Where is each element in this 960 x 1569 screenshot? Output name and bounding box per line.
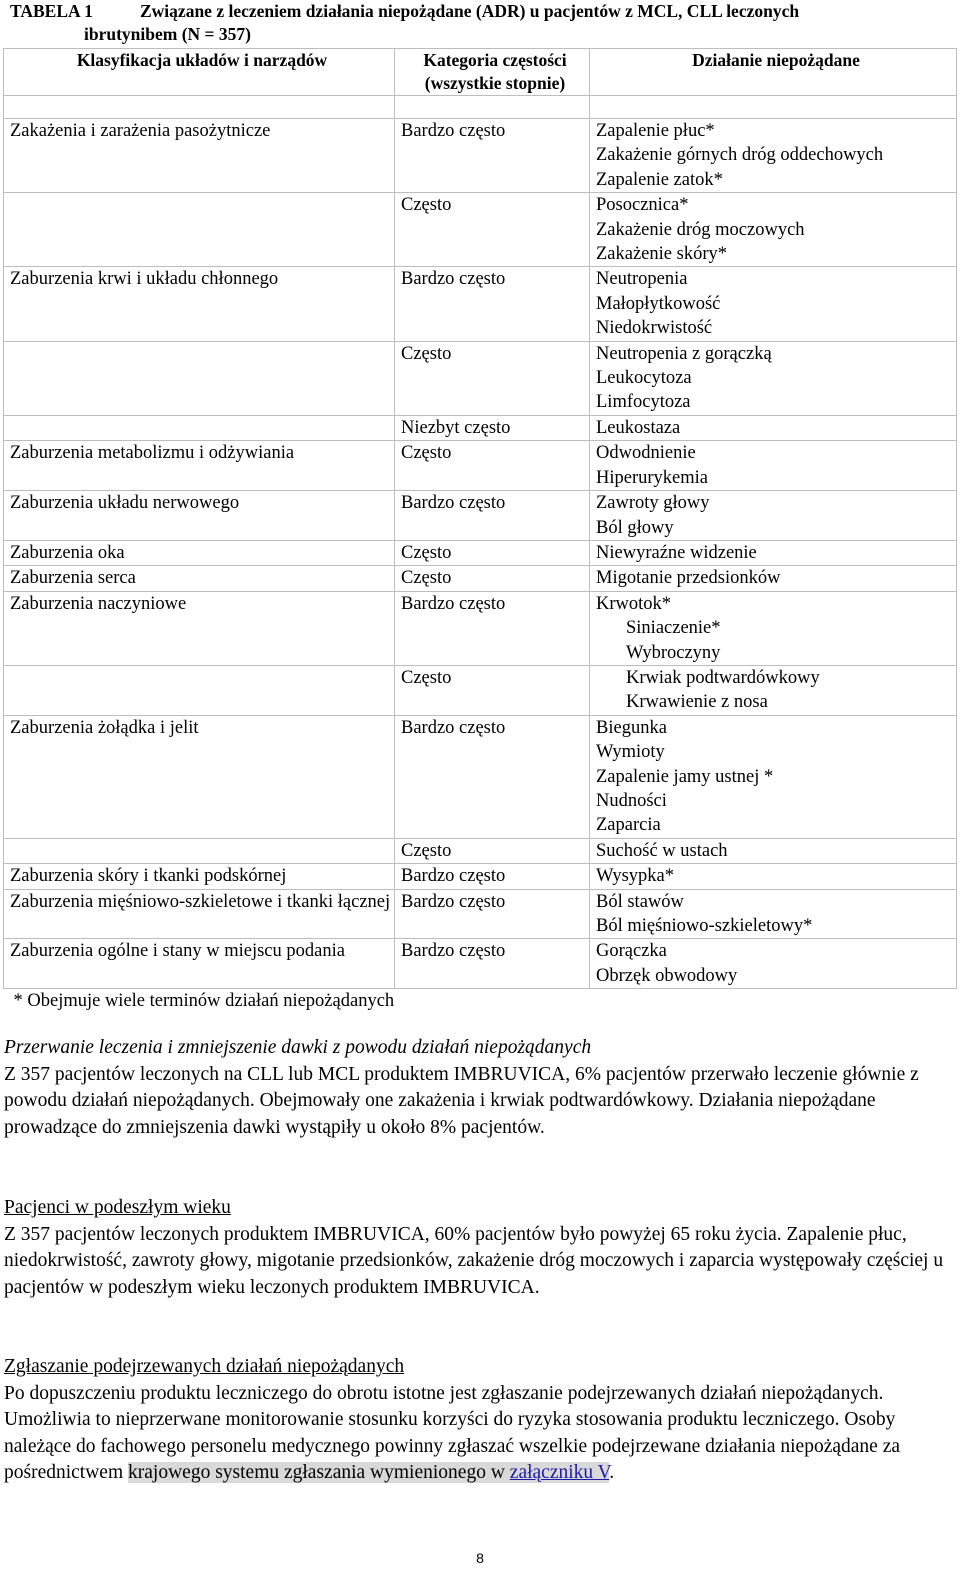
- page-number: 8: [476, 1550, 484, 1566]
- adr-cell: [590, 415, 957, 440]
- adr-item: Obrzęk obwodowy: [596, 965, 738, 986]
- soc-cell: Zaburzenia mięśniowo-szkieletowe i tkanki łącznej: [4, 889, 395, 939]
- section-body: Z 357 pacjentów leczonych produktem IMBRUVICA, 60% pacjentów było powyżej 65 roku życia. Zapalenie płuc, niedokrwistość, zawroty głowy, migotanie przedsionków, zakażenie dróg moczowych i zaparcia występowały częściej u pacjentów w podeszłym wieku leczonych produktem IMBRUVICA.: [4, 1223, 944, 1298]
- adr-item: Biegunka: [596, 717, 667, 738]
- adr-item: Krwiak podtwardówkowy: [626, 667, 820, 688]
- frequency-cell: Często: [395, 566, 590, 591]
- table-caption: [10, 0, 950, 46]
- header-frequency-line1: Kategoria częstości: [423, 50, 567, 70]
- soc-cell: [4, 341, 395, 415]
- reporting-body-text: Po dopuszczeniu produktu leczniczego do obrotu istotne jest zgłaszanie podejrzewanych działań niepożądanych. Umożliwia to nieprzerwane monitorowanie stosunku korzyści do ryzyka stosowania produktu leczniczego. Osoby należące do fachowego personelu medycznego powinny zgłaszać wszelkie podejrzewane działania niepożądane za pośrednictwem: [4, 1382, 901, 1483]
- adr-item: Niedokrwistość: [596, 318, 713, 339]
- section-heading: Zgłaszanie podejrzewanych działań niepożądanych: [4, 1356, 405, 1377]
- adr-item: Zakażenie górnych dróg oddechowych: [596, 145, 884, 166]
- frequency-cell: Bardzo często: [395, 889, 590, 939]
- table-row: [4, 267, 957, 341]
- reporting-end: .: [609, 1462, 615, 1483]
- soc-cell: Zaburzenia żołądka i jelit: [4, 715, 395, 838]
- frequency-cell: Bardzo często: [395, 864, 590, 889]
- frequency-cell: Bardzo często: [395, 491, 590, 541]
- frequency-cell: Często: [395, 193, 590, 267]
- table-row: [4, 193, 957, 267]
- soc-cell: [4, 665, 395, 715]
- adr-item: Leukostaza: [596, 417, 681, 438]
- frequency-cell: Bardzo często: [395, 591, 590, 665]
- adr-item: Neutropenia z gorączką: [596, 343, 772, 364]
- adr-cell: [590, 591, 957, 665]
- table-row: [4, 441, 957, 491]
- soc-cell: Zaburzenia układu nerwowego: [4, 491, 395, 541]
- adr-cell: [590, 491, 957, 541]
- soc-cell: Zaburzenia naczyniowe: [4, 591, 395, 665]
- frequency-cell: Często: [395, 665, 590, 715]
- section-discontinuation: [4, 1035, 949, 1141]
- frequency-cell: Bardzo często: [395, 119, 590, 193]
- table-row: [4, 864, 957, 889]
- table-row: [4, 591, 957, 665]
- frequency-cell: Często: [395, 540, 590, 565]
- adr-cell: [590, 119, 957, 193]
- adr-item: Zakażenie dróg moczowych: [596, 219, 805, 240]
- adr-item: Ból głowy: [596, 517, 674, 538]
- table-row: [4, 566, 957, 591]
- soc-cell: Zakażenia i zarażenia pasożytnicze: [4, 119, 395, 193]
- highlight-text: krajowego systemu zgłaszania wymienionego w: [128, 1462, 510, 1483]
- adr-item: Zapalenie zatok*: [596, 169, 723, 190]
- header-soc: Klasyfikacja układów i narządów: [4, 49, 395, 96]
- footnote-row: [4, 989, 957, 1014]
- table-row: [4, 415, 957, 440]
- table-row: [4, 491, 957, 541]
- table-row: [4, 889, 957, 939]
- frequency-cell: Bardzo często: [395, 715, 590, 838]
- section-reporting: [4, 1354, 949, 1487]
- adr-item: Limfocytoza: [596, 392, 691, 413]
- table-row: [4, 939, 957, 989]
- adr-item: Zawroty głowy: [596, 493, 710, 514]
- adr-item: Zapalenie jamy ustnej *: [596, 766, 774, 787]
- adr-table-body: [4, 119, 957, 989]
- header-frequency: [395, 49, 590, 96]
- adr-cell: [590, 665, 957, 715]
- adr-cell: [590, 540, 957, 565]
- adr-cell: [590, 341, 957, 415]
- table-row: [4, 715, 957, 838]
- table-spacer-row: [4, 96, 957, 119]
- adr-item: Zakażenie skóry*: [596, 244, 727, 265]
- highlighted-text: [128, 1462, 609, 1483]
- adr-item: Migotanie przedsionków: [596, 568, 781, 589]
- table-title-line2: ibrutynibem (N = 357): [84, 24, 251, 44]
- adr-item: Leukocytoza: [596, 368, 692, 389]
- adr-cell: [590, 566, 957, 591]
- adr-item: Nudności: [596, 790, 667, 811]
- soc-cell: [4, 193, 395, 267]
- table-row: [4, 119, 957, 193]
- adr-item: Zaparcia: [596, 815, 661, 836]
- adr-item: Niewyraźne widzenie: [596, 542, 757, 563]
- adr-item: Hiperurykemia: [596, 467, 708, 488]
- soc-cell: [4, 838, 395, 863]
- section-heading: Przerwanie leczenia i zmniejszenie dawki z powodu działań niepożądanych: [4, 1037, 592, 1058]
- table-row: [4, 838, 957, 863]
- header-adr: Działanie niepożądane: [590, 49, 957, 96]
- adr-item: Krwotok*: [596, 593, 672, 614]
- soc-cell: [4, 415, 395, 440]
- adr-item: Wymioty: [596, 742, 665, 763]
- table-title-line1: Związane z leczeniem działania niepożądane (ADR) u pacjentów z MCL, CLL leczonych: [140, 1, 800, 21]
- adr-cell: [590, 193, 957, 267]
- adr-item: Ból mięśniowo-szkieletowy*: [596, 916, 813, 936]
- adr-item: Suchość w ustach: [596, 840, 728, 861]
- adr-cell: [590, 715, 957, 838]
- section-body: [4, 1381, 949, 1487]
- adr-item: Zapalenie płuc*: [596, 121, 715, 141]
- adr-item: Ból stawów: [596, 891, 684, 912]
- frequency-cell: Bardzo często: [395, 939, 590, 989]
- annex-v-link[interactable]: załączniku V: [509, 1462, 610, 1483]
- soc-cell: Zaburzenia oka: [4, 540, 395, 565]
- section-body: Z 357 pacjentów leczonych na CLL lub MCL produktem IMBRUVICA, 6% pacjentów przerwało leczenie głównie z powodu działań niepożądanych. Obejmowały one zakażenia i krwiak podtwardówkowy. Działania niepożądane prowadzące do zmniejszenia dawki wystąpiły u około 8% pacjentów.: [4, 1063, 919, 1138]
- adr-item: Posocznica*: [596, 195, 689, 216]
- adr-item: Neutropenia: [596, 269, 688, 290]
- soc-cell: Zaburzenia skóry i tkanki podskórnej: [4, 864, 395, 889]
- table-row: [4, 665, 957, 715]
- table-header-row: [4, 49, 957, 96]
- adr-cell: [590, 939, 957, 989]
- frequency-cell: Często: [395, 441, 590, 491]
- adr-item: Gorączka: [596, 941, 667, 962]
- soc-cell: Zaburzenia ogólne i stany w miejscu podania: [4, 939, 395, 989]
- soc-cell: Zaburzenia metabolizmu i odżywiania: [4, 441, 395, 491]
- adr-cell: [590, 889, 957, 939]
- table-label: TABELA 1: [10, 1, 93, 21]
- soc-cell: Zaburzenia serca: [4, 566, 395, 591]
- adr-table: [3, 48, 957, 1014]
- adr-item: Wybroczyny: [626, 642, 721, 663]
- adr-cell: [590, 267, 957, 341]
- table-row: [4, 341, 957, 415]
- section-heading: Pacjenci w podeszłym wieku: [4, 1197, 231, 1218]
- adr-item: Odwodnienie: [596, 443, 696, 464]
- adr-cell: [590, 864, 957, 889]
- adr-item: Wysypka*: [596, 866, 675, 887]
- frequency-cell: Często: [395, 838, 590, 863]
- table-footnote: * Obejmuje wiele terminów działań niepożądanych: [13, 991, 395, 1012]
- adr-cell: [590, 838, 957, 863]
- adr-item: Krwawienie z nosa: [626, 692, 768, 713]
- frequency-cell: Często: [395, 341, 590, 415]
- adr-item: Siniaczenie*: [626, 618, 721, 639]
- frequency-cell: Bardzo często: [395, 267, 590, 341]
- frequency-cell: Niezbyt często: [395, 415, 590, 440]
- adr-item: Małopłytkowość: [596, 293, 721, 314]
- soc-cell: Zaburzenia krwi i układu chłonnego: [4, 267, 395, 341]
- section-elderly: [4, 1195, 949, 1301]
- table-row: [4, 540, 957, 565]
- header-frequency-line2: (wszystkie stopnie): [424, 73, 566, 93]
- adr-cell: [590, 441, 957, 491]
